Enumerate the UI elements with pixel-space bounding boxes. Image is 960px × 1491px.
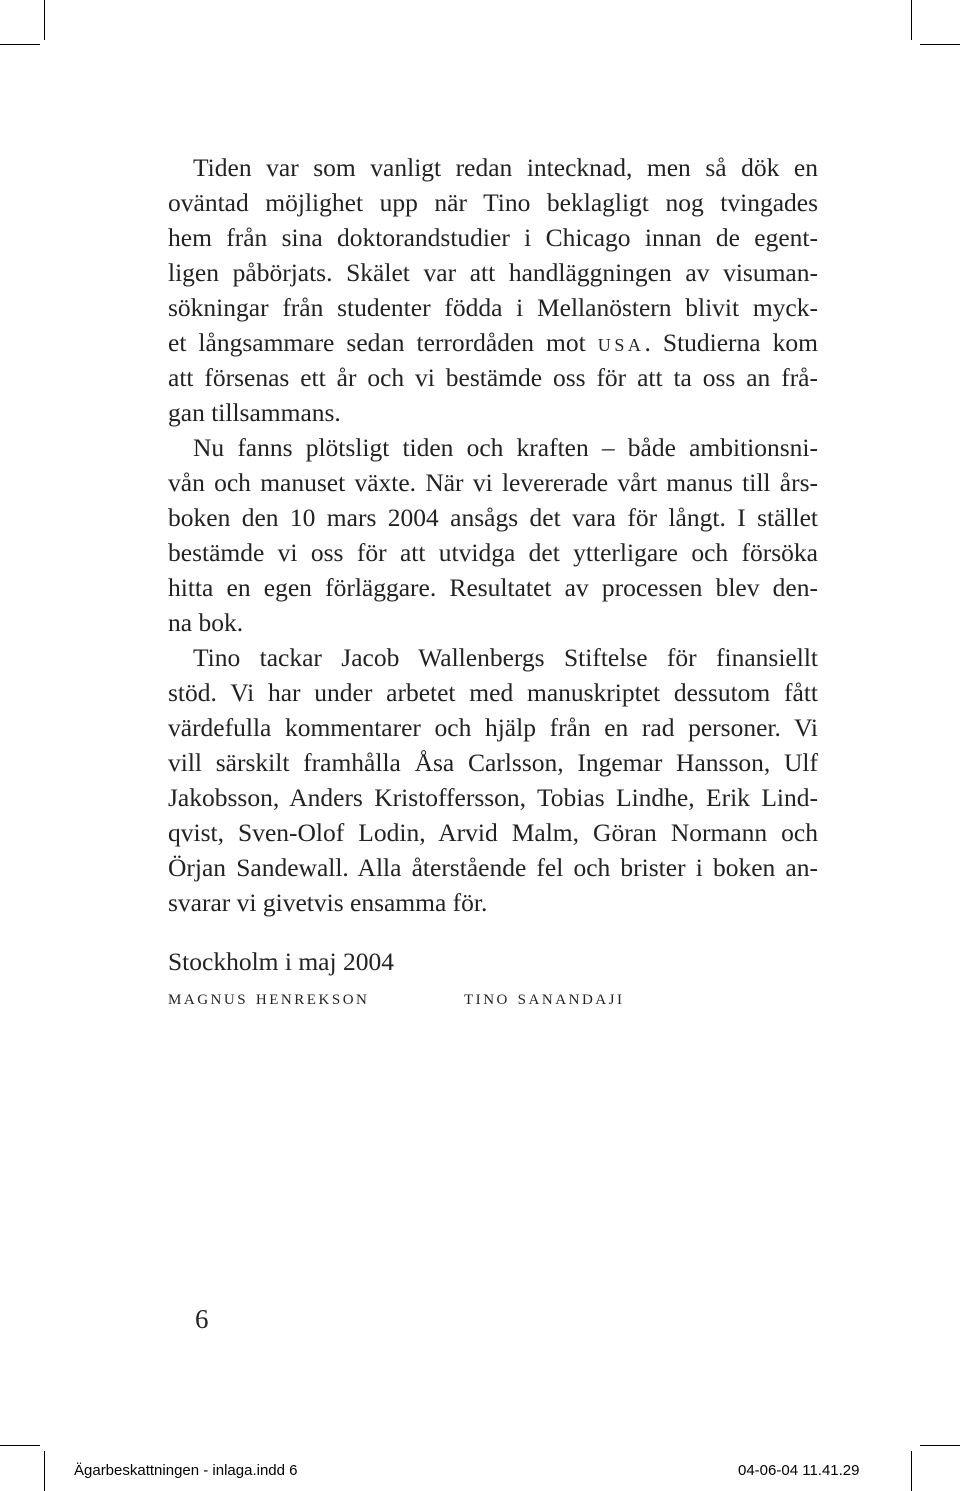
text-line: Tino tackar Jacob Wallenbergs Stiftelse för finansiellt <box>193 643 818 672</box>
text-line: hitta en egen förläggare. Resultatet av processen blev den- <box>168 573 818 602</box>
text-line: Nu fanns plötsligt tiden och kraften – både ambitionsni- <box>193 433 818 462</box>
text-line: na bok. <box>168 608 244 637</box>
text-line: Örjan Sandewall. Alla återstående fel och brister i boken an- <box>168 853 818 882</box>
place-date: Stockholm i maj 2004 <box>168 947 394 976</box>
text-line: gan tillsammans. <box>168 398 341 427</box>
text-line: värdefulla kommentarer och hjälp från en rad personer. Vi <box>168 713 818 742</box>
crop-mark-left-bottom <box>0 1445 40 1446</box>
text-line <box>168 326 818 360</box>
page-number: 6 <box>195 1304 209 1334</box>
text-line: att försenas ett år och vi bestämde oss för att ta oss an frå- <box>168 363 818 392</box>
text-line-part: et långsammare sedan terrordåden mot <box>168 328 598 357</box>
author-name: magnus henrekson <box>168 985 370 1009</box>
text-line: stöd. Vi har under arbetet med manuskriptet dessutom fått <box>168 678 818 707</box>
text-line-part: . Studierna kom <box>644 328 818 357</box>
text-line: hem från sina doktorandstudier i Chicago innan de egent- <box>168 223 818 252</box>
text-line: Jakobsson, Anders Kristoffersson, Tobias Lindhe, Erik Lind- <box>168 783 818 812</box>
crop-mark-right-top <box>920 44 960 45</box>
text-line: vill särskilt framhålla Åsa Carlsson, Ingemar Hansson, Ulf <box>168 748 818 777</box>
crop-mark-left-top <box>0 44 40 45</box>
author-name: tino sanandaji <box>464 985 625 1009</box>
crop-mark-top-right <box>911 0 912 40</box>
text-line: svarar vi givetvis ensamma för. <box>168 888 488 917</box>
text-line: ligen påbörjats. Skälet var att handläggningen av visuman- <box>168 258 818 287</box>
text-line: Tiden var som vanligt redan intecknad, men så dök en <box>193 153 818 182</box>
text-line: bestämde vi oss för att utvidga det ytterligare och försöka <box>168 538 818 567</box>
crop-mark-bottom-right <box>911 1451 912 1491</box>
slug-filename: Ägarbeskattningen - inlaga.indd 6 <box>74 1462 298 1479</box>
text-line: sökningar från studenter födda i Mellanöstern blivit myck- <box>168 293 818 322</box>
slug-timestamp: 04-06-04 11.41.29 <box>738 1462 860 1479</box>
crop-mark-top-left <box>44 0 45 40</box>
text-line: qvist, Sven-Olof Lodin, Arvid Malm, Göran Normann och <box>168 818 818 847</box>
crop-mark-bottom-left <box>44 1451 45 1491</box>
text-line: boken den 10 mars 2004 ansågs det vara för långt. I stället <box>168 503 818 532</box>
text-line: oväntad möjlighet upp när Tino beklagligt nog tvingades <box>168 188 818 217</box>
crop-mark-right-bottom <box>920 1445 960 1446</box>
usa-abbreviation: usa <box>597 328 645 357</box>
text-line: vån och manuset växte. När vi levererade vårt manus till års- <box>168 468 818 497</box>
